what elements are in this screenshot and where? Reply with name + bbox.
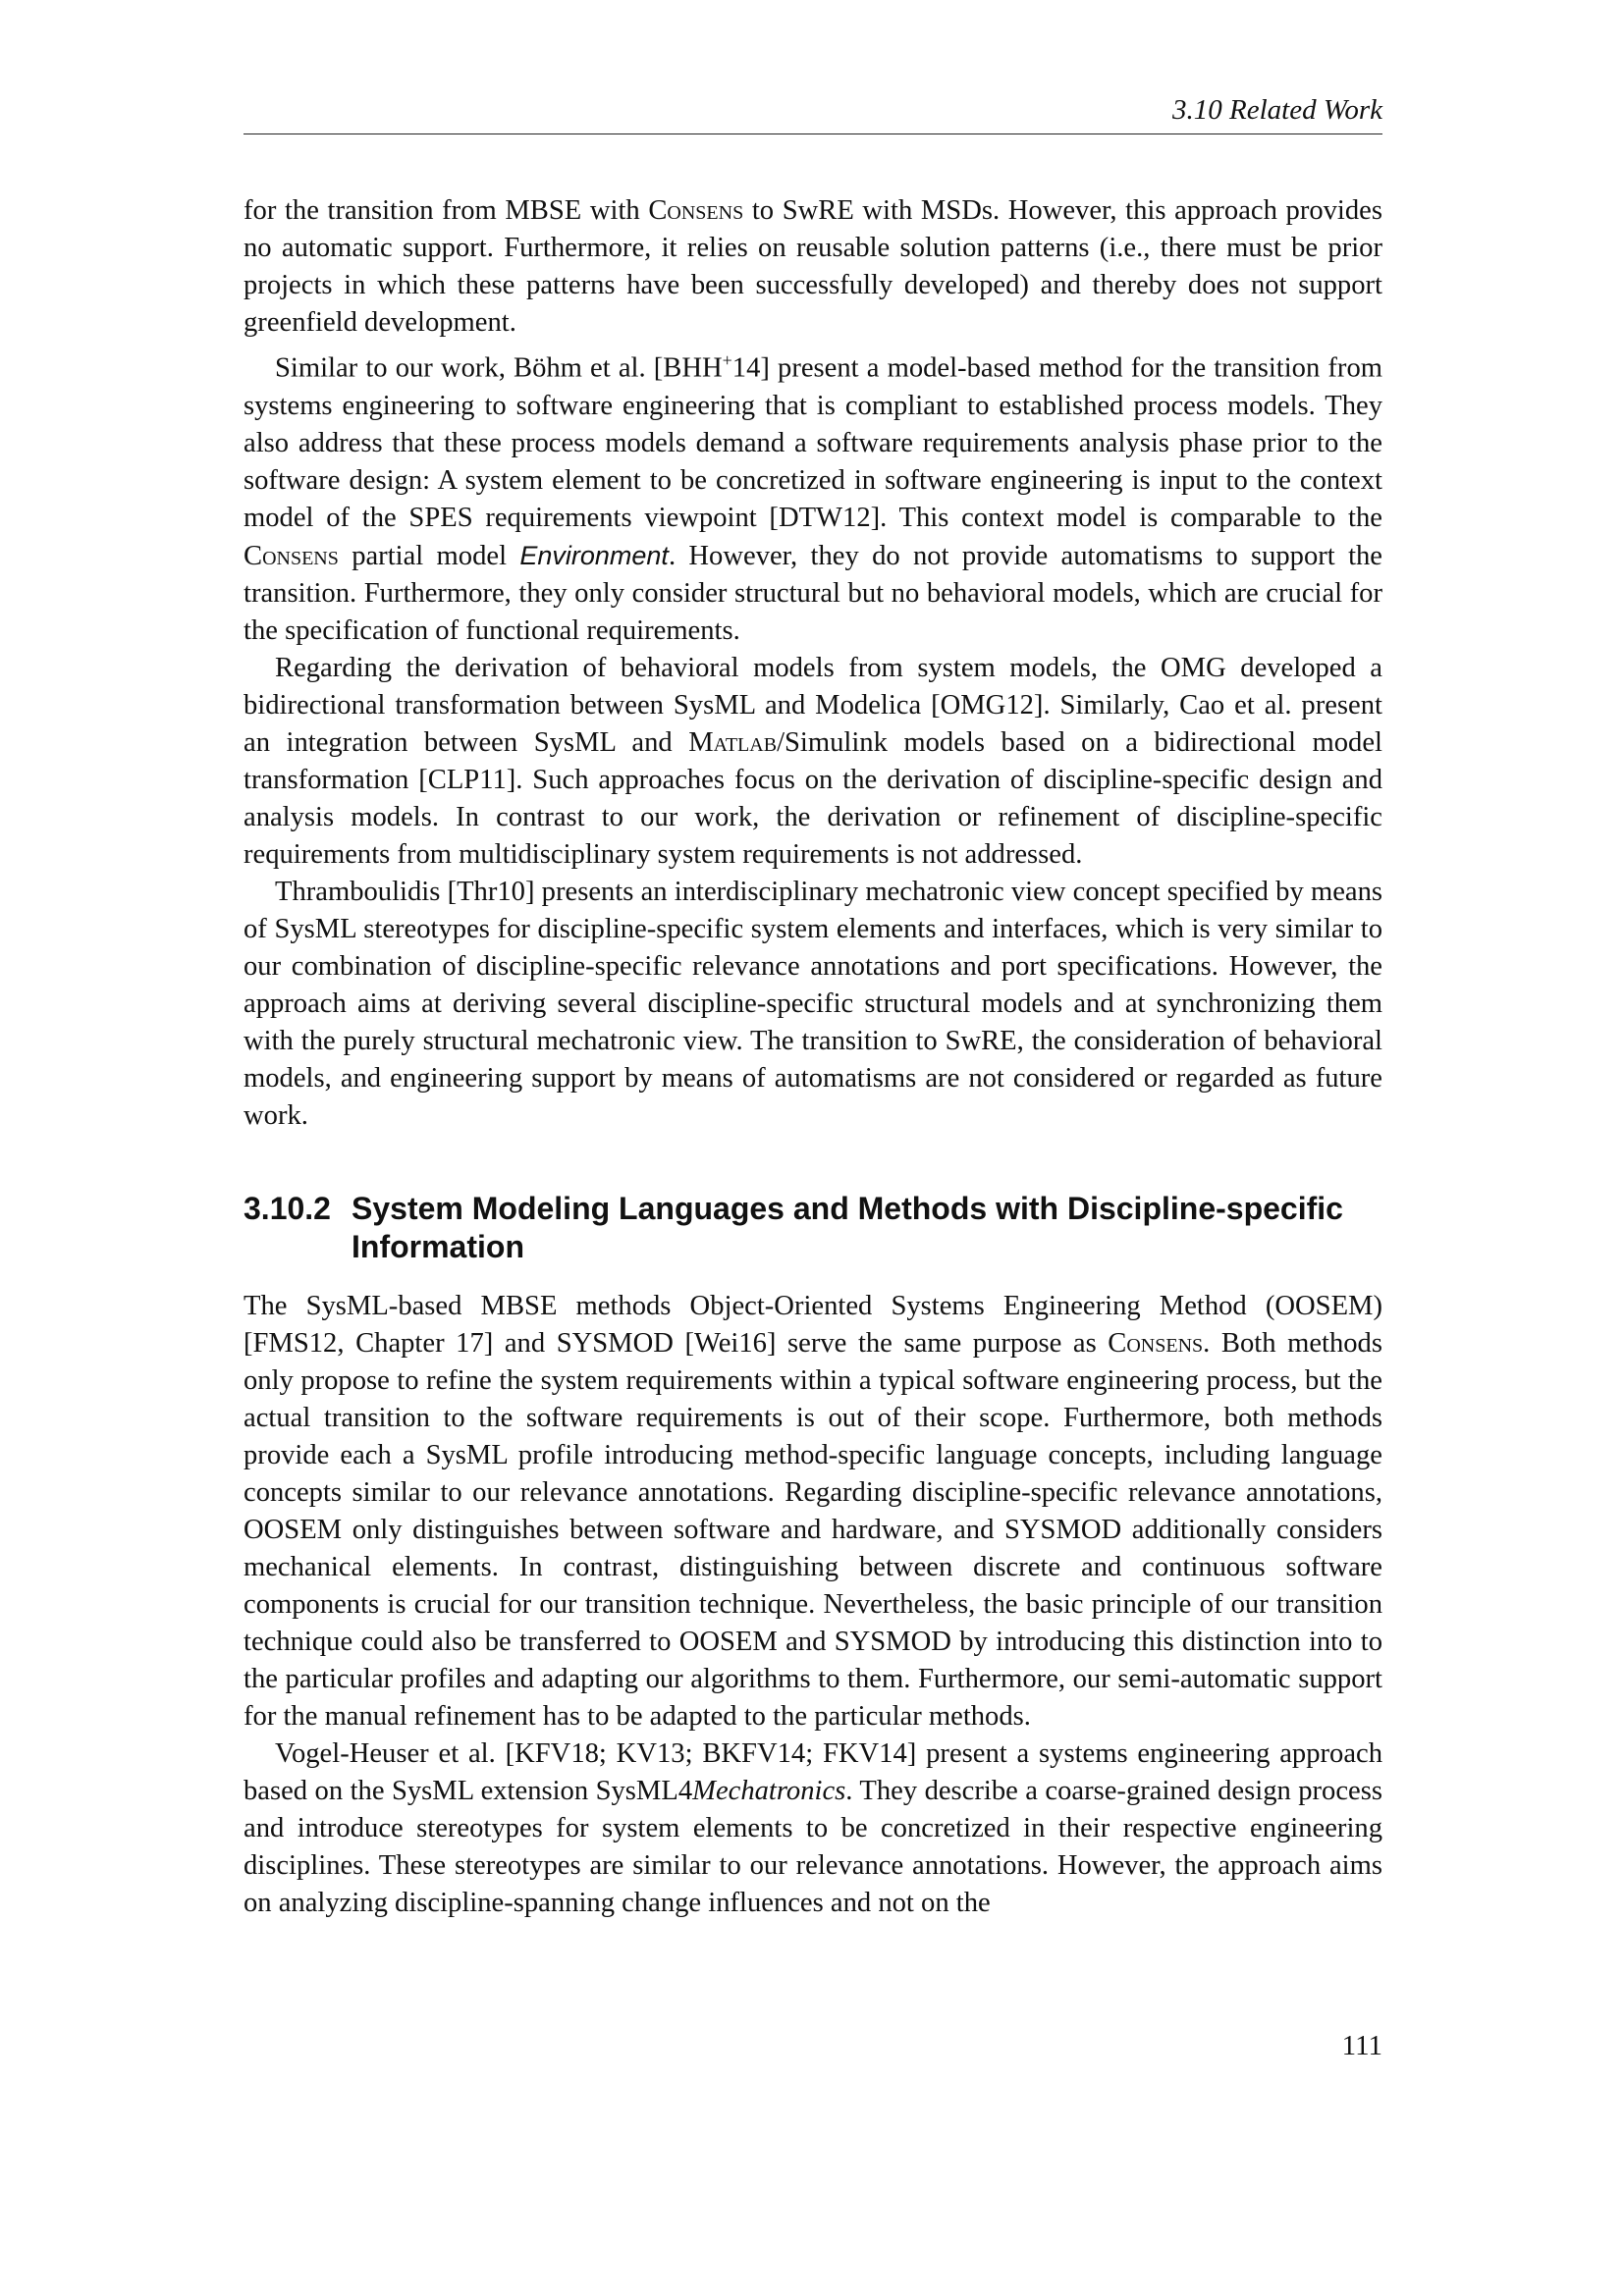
mechatronics-term: Mechatronics (692, 1775, 846, 1806)
text-run: partial model (338, 540, 520, 571)
running-header-title: 3.10 Related Work (1172, 94, 1382, 126)
paragraph-3 (244, 650, 1382, 874)
page-number: 111 (1341, 2030, 1382, 2061)
text-run: to SwRE with MSDs. However, this approach provides no automatic support. Furthermore, it relies on reusable solution patterns (i.e., there must be prior projects in which these patterns have been successfully developed) and thereby does not support greenfield development. (244, 195, 1382, 338)
text-run: . However, they do not provide automatisms to support the transition. Furthermore, they only consider structural but no behavioral models, which are crucial for the specification of functional requirements. (244, 540, 1382, 646)
text-run: for the transition from MBSE with (244, 195, 649, 226)
paragraph-6 (244, 1735, 1382, 1922)
running-header (244, 94, 1382, 134)
paragraph-1 (244, 192, 1382, 342)
paragraph-2 (244, 342, 1382, 650)
text-run: /Simulink models based on a bidirectional model transformation [CLP11]. Such approaches focus on the derivation of discipline-specific design and analysis models. In contrast to our work, the derivation or refinement of discipline-specific requirements from multidisciplinary system requirements is not addressed. (244, 726, 1382, 870)
text-run: The SysML-based MBSE methods Object-Oriented Systems Engineering Method (OOSEM) [FMS12, Chapter 17] and SYSMOD [Wei16] serve the same purpose as (244, 1290, 1382, 1359)
text-run: Regarding the derivation of behavioral models from system models, the OMG developed a bidirectional transformation between SysML and Modelica [OMG12]. Similarly, Cao et al. present an integration between SysML and (244, 652, 1382, 758)
paragraph-4 (244, 874, 1382, 1135)
text-run: . Both methods only propose to refine the system requirements within a typical software engineering process, but the actual transition to the software requirements is out of their scope. Furthermore, both methods provide each a SysML profile introducing method-specific language concepts, including language concepts similar to our relevance annotations. Regarding discipline-specific relevance annotations, OOSEM only distinguishes between software and hardware, and SYSMOD additionally considers mechanical elements. In contrast, distinguishing between discrete and continuous software components is crucial for our transition technique. Nevertheless, the basic principle of our transition technique could also be transferred to OOSEM and SYSMOD by introducing this distinction into to the particular profiles and adapting our algorithms to them. Furthermore, our semi-automatic support for the manual refinement has to be adapted to the particular methods. (244, 1327, 1382, 1732)
section-heading (244, 1190, 1382, 1266)
section-title: System Modeling Languages and Methods with Discipline-specific Information (352, 1190, 1343, 1264)
environment-term: Environment (519, 540, 669, 570)
section-number: 3.10.2 (244, 1190, 331, 1226)
text-run: Vogel-Heuser et al. [KFV18; KV13; BKFV14; FKV14] present a systems engineering approach based on the SysML extension SysML4 (244, 1737, 1382, 1806)
text-run: . They describe a coarse-grained design process and introduce stereotypes for system elements to be concretized in their respective engineering disciplines. These stereotypes are similar to our relevance annotations. However, the approach aims on analyzing discipline-spanning change influences and not on the (244, 1775, 1382, 1918)
text-run: Similar to our work, Böhm et al. [BHH (275, 352, 723, 384)
text-run: Thramboulidis [Thr10] presents an interdisciplinary mechatronic view concept specified by means of SysML stereotypes for discipline-specific system elements and interfaces, which is very similar to our combination of discipline-specific relevance annotations and port specifications. However, the approach aims at deriving several discipline-specific structural models and at synchronizing them with the purely structural mechatronic view. The transition to SwRE, the consideration of behavioral models, and engineering support by means of automatisms are not considered or regarded as future work. (244, 876, 1382, 1131)
consens-term: Consens (1108, 1327, 1204, 1359)
consens-term: Consens (244, 540, 339, 571)
consens-term: Consens (648, 195, 744, 226)
text-run: 14] present a model-based method for the transition from systems engineering to software engineering that is compliant to established process models. They also address that these process models demand a software requirements analysis phase prior to the software design: A system element to be concretized in software engineering is input to the context model of the SPES requirements viewpoint [DTW12]. This context model is comparable to the (244, 352, 1382, 533)
page-body (244, 192, 1382, 1922)
matlab-term: Matlab (688, 726, 778, 758)
paragraph-5 (244, 1288, 1382, 1735)
citation-superscript: + (722, 350, 732, 370)
